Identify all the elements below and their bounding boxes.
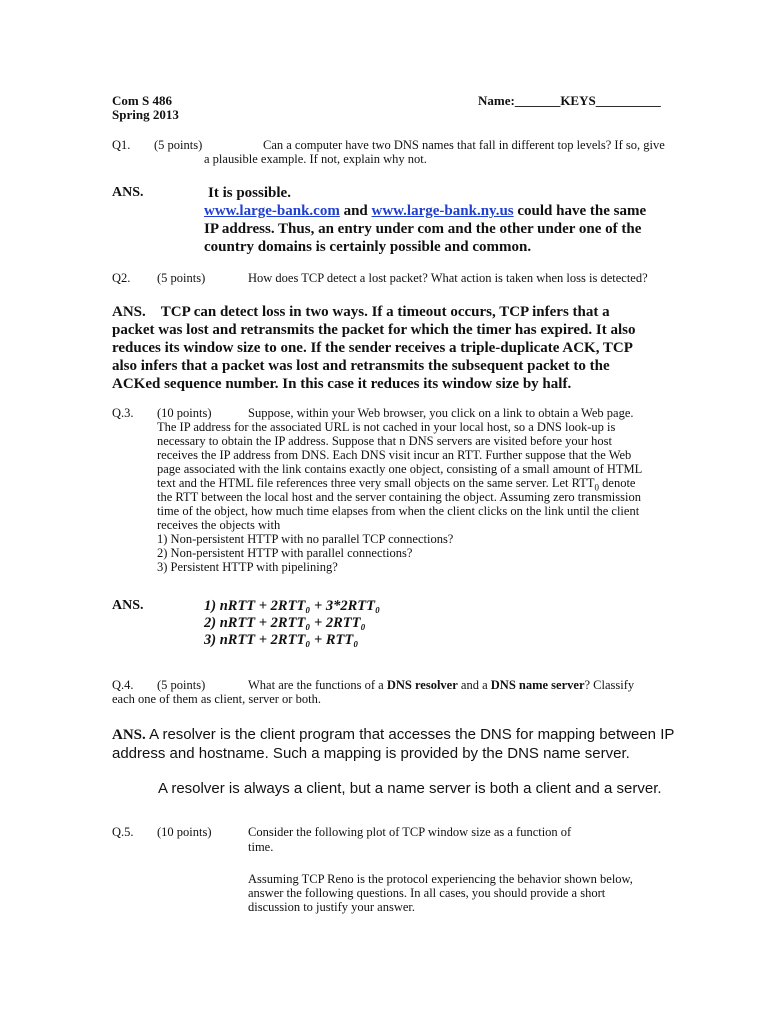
q2-ans-label: ANS. bbox=[112, 304, 146, 320]
q5-text-line: Assuming TCP Reno is the protocol experiencing the behavior shown below, bbox=[248, 872, 633, 886]
q3-text-line: receives the objects with bbox=[157, 518, 281, 532]
course-title: Com S 486 bbox=[112, 93, 172, 108]
q4-number: Q.4. bbox=[112, 678, 134, 692]
q3-points: (10 points) bbox=[157, 406, 212, 420]
q3-option: 3) Persistent HTTP with pipelining? bbox=[157, 560, 338, 574]
link-large-bank-ny-us[interactable]: www.large-bank.ny.us bbox=[371, 203, 514, 219]
q1-ans-line: country domains is certainly possible and common. bbox=[204, 239, 532, 255]
q3-ans-formula: 1) nRTT + 2RTT₀ + 3*2RTT₀ bbox=[204, 598, 381, 614]
q2-ans-line: reduces its window size to one. If the sender receives a triple-duplicate ACK, TCP bbox=[112, 340, 633, 356]
q1-number: Q1. bbox=[112, 138, 131, 152]
q1-ans-line: It is possible. bbox=[208, 185, 291, 201]
q3-text-line: Suppose, within your Web browser, you click on a link to obtain a Web page. bbox=[248, 406, 634, 420]
link-large-bank-com[interactable]: www.large-bank.com bbox=[204, 203, 340, 219]
q4-ans-line: A resolver is always a client, but a name server is both a client and a server. bbox=[158, 780, 662, 797]
q2-text-line: How does TCP detect a lost packet? What action is taken when loss is detected? bbox=[248, 271, 648, 285]
q1-text-line: Can a computer have two DNS names that fall in different top levels? If so, give bbox=[263, 138, 665, 152]
term: Spring 2013 bbox=[112, 107, 179, 122]
q3-ans-label: ANS. bbox=[112, 598, 144, 613]
q5-text-line: answer the following questions. In all cases, you should provide a short bbox=[248, 886, 606, 900]
q1-ans-label: ANS. bbox=[112, 185, 144, 200]
q3-ans-formula: 2) nRTT + 2RTT₀ + 2RTT₀ bbox=[204, 615, 366, 631]
q2-ans-line: also infers that a packet was lost and retransmits the subsequent packet to the bbox=[112, 358, 610, 374]
q2-ans-line: packet was lost and retransmits the packet for which the timer has expired. It also bbox=[112, 322, 636, 338]
q3-text-line: text and the HTML file references three very small objects on the same server. Let $RTT_0$ denote bbox=[157, 476, 636, 493]
q5-text-line: time. bbox=[248, 840, 274, 854]
q3-text-line: necessary to obtain the IP address. Suppose that n DNS servers are visited before your host bbox=[157, 434, 612, 448]
q3-number: Q.3. bbox=[112, 406, 134, 420]
q3-text-line: receives the IP address from DNS. Each DNS visit incur an RTT. Further suppose that the Web bbox=[157, 448, 632, 462]
q3-text-line: page associated with the link contains exactly one object, consisting of a small amount of HTML bbox=[157, 462, 643, 476]
q2-points: (5 points) bbox=[157, 271, 206, 285]
q3-text-line: The IP address for the associated URL is not cached in your local host, so a DNS look-up is bbox=[157, 420, 616, 434]
q4-ans-label: ANS. bbox=[112, 727, 146, 743]
q5-text-line: Consider the following plot of TCP window size as a function of bbox=[248, 825, 572, 839]
q3-text-line: time of the object, how much time elapses from when the client clicks on the link until the client bbox=[157, 504, 640, 518]
q3-ans-formula: 3) nRTT + 2RTT₀ + RTT₀ bbox=[204, 632, 359, 648]
q4-ans-line: address and hostname. Such a mapping is provided by the DNS name server. bbox=[112, 745, 630, 762]
q1-ans-line: IP address. Thus, an entry under com and the other under one of the bbox=[204, 221, 642, 237]
q4-text-line: What are the functions of a DNS resolver and a DNS name server? Classify bbox=[248, 678, 635, 692]
q3-option: 1) Non-persistent HTTP with no parallel TCP connections? bbox=[157, 532, 454, 546]
q5-number: Q.5. bbox=[112, 825, 134, 839]
q3-text-line: the RTT between the local host and the server containing the object. Assuming zero transmission bbox=[157, 490, 641, 504]
q4-ans-line: ANS. A resolver is the client program that accesses the DNS for mapping between IP bbox=[112, 726, 675, 743]
q1-points: (5 points) bbox=[154, 138, 203, 152]
q4-points: (5 points) bbox=[157, 678, 206, 692]
q5-points: (10 points) bbox=[157, 825, 212, 839]
q3-option: 2) Non-persistent HTTP with parallel connections? bbox=[157, 546, 413, 560]
q2-ans-line: ACKed sequence number. In this case it reduces its window size by half. bbox=[112, 376, 572, 392]
q2-number: Q2. bbox=[112, 271, 131, 285]
q1-text-line: a plausible example. If not, explain why not. bbox=[204, 152, 427, 166]
name-field: Name:_______KEYS__________ bbox=[478, 93, 661, 108]
q1-ans-line: www.large-bank.com and www.large-bank.ny.us could have the same bbox=[204, 203, 647, 219]
q2-ans-line: ANS. TCP can detect loss in two ways. If a timeout occurs, TCP infers that a bbox=[112, 304, 610, 320]
q5-text-line: discussion to justify your answer. bbox=[248, 900, 416, 914]
q4-text-line: each one of them as client, server or both. bbox=[112, 692, 321, 706]
